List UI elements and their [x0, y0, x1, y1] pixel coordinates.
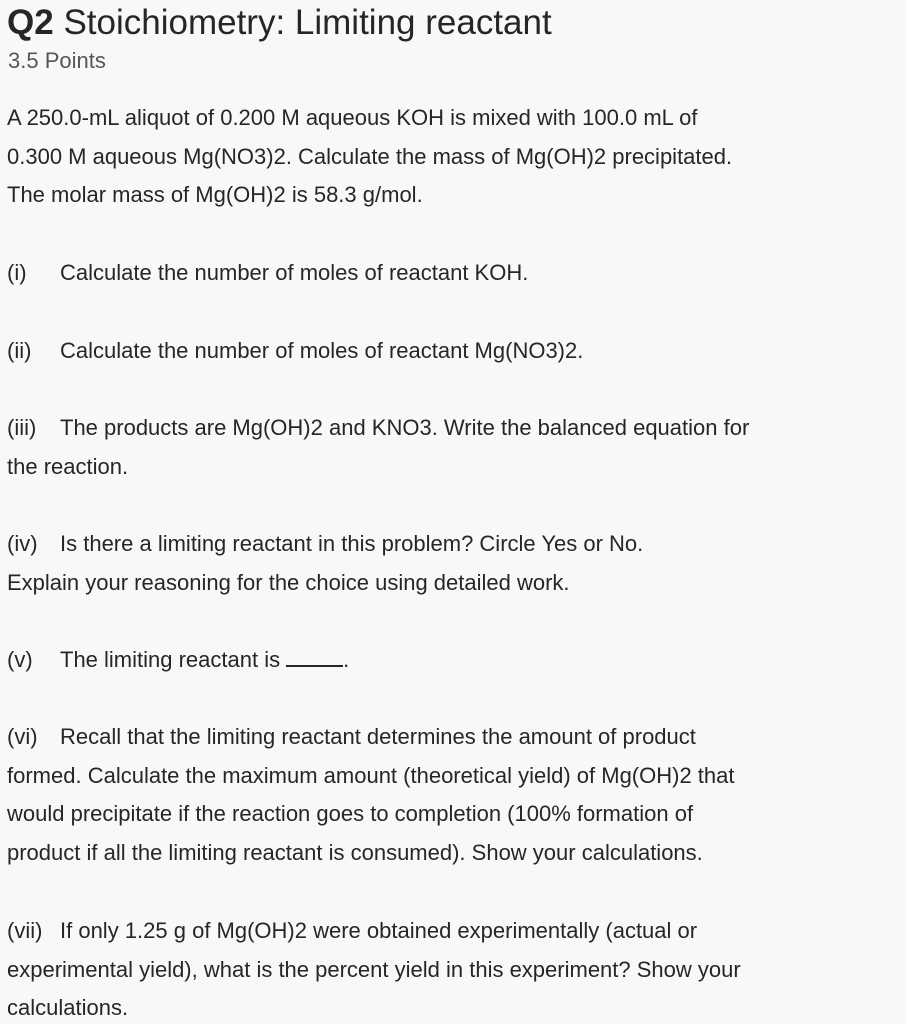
- part-text: The limiting reactant is: [60, 647, 281, 672]
- question-title: Stoichiometry: Limiting reactant: [63, 3, 552, 42]
- part-text: the reaction.: [7, 453, 129, 479]
- intro-line: 0.300 M aqueous Mg(NO3)2. Calculate the mass of Mg(OH)2 precipitated.: [7, 143, 733, 169]
- part-label: (i): [7, 260, 27, 285]
- intro-line: A 250.0-mL aliquot of 0.200 M aqueous KOH is mixed with 100.0 mL of: [7, 105, 698, 130]
- part-text: Explain your reasoning for the choice using detailed work.: [7, 569, 570, 595]
- part-suffix: .: [343, 647, 350, 672]
- part-vi: [7, 718, 887, 873]
- part-label: (v): [7, 647, 33, 672]
- part-i: [7, 254, 887, 293]
- part-text: Calculate the number of moles of reactant KOH.: [60, 260, 529, 285]
- part-text: calculations.: [7, 995, 129, 1021]
- part-text: would precipitate if the reaction goes to completion (100% formation of: [7, 801, 694, 827]
- intro-line: The molar mass of Mg(OH)2 is 58.3 g/mol.: [7, 182, 423, 208]
- part-label: (vi): [7, 724, 38, 749]
- question-number: Q2: [7, 3, 54, 42]
- part-iii: [7, 409, 887, 486]
- question-points: 3.5 Points: [8, 48, 106, 73]
- part-label: (ii): [7, 338, 32, 363]
- part-text: Recall that the limiting reactant determines the amount of product: [60, 724, 696, 749]
- part-label: (vii): [7, 918, 43, 943]
- part-iv: [7, 525, 887, 602]
- part-text: Is there a limiting reactant in this problem? Circle Yes or No.: [60, 531, 644, 556]
- part-text: Calculate the number of moles of reactant Mg(NO3)2.: [60, 338, 584, 363]
- answer-blank: [286, 647, 343, 667]
- question-intro: [7, 99, 887, 215]
- part-label: (iv): [7, 531, 38, 556]
- part-ii: [7, 332, 887, 371]
- part-text: experimental yield), what is the percent yield in this experiment? Show your: [7, 956, 741, 982]
- part-text: formed. Calculate the maximum amount (theoretical yield) of Mg(OH)2 that: [7, 762, 735, 788]
- part-text: The products are Mg(OH)2 and KNO3. Write the balanced equation for: [60, 415, 750, 440]
- part-label: (iii): [7, 415, 37, 440]
- part-vii: [7, 912, 887, 1024]
- part-v: [7, 641, 887, 680]
- part-text: If only 1.25 g of Mg(OH)2 were obtained experimentally (actual or: [60, 918, 698, 943]
- part-text: product if all the limiting reactant is consumed). Show your calculations.: [7, 840, 703, 866]
- question-header: [7, 2, 552, 44]
